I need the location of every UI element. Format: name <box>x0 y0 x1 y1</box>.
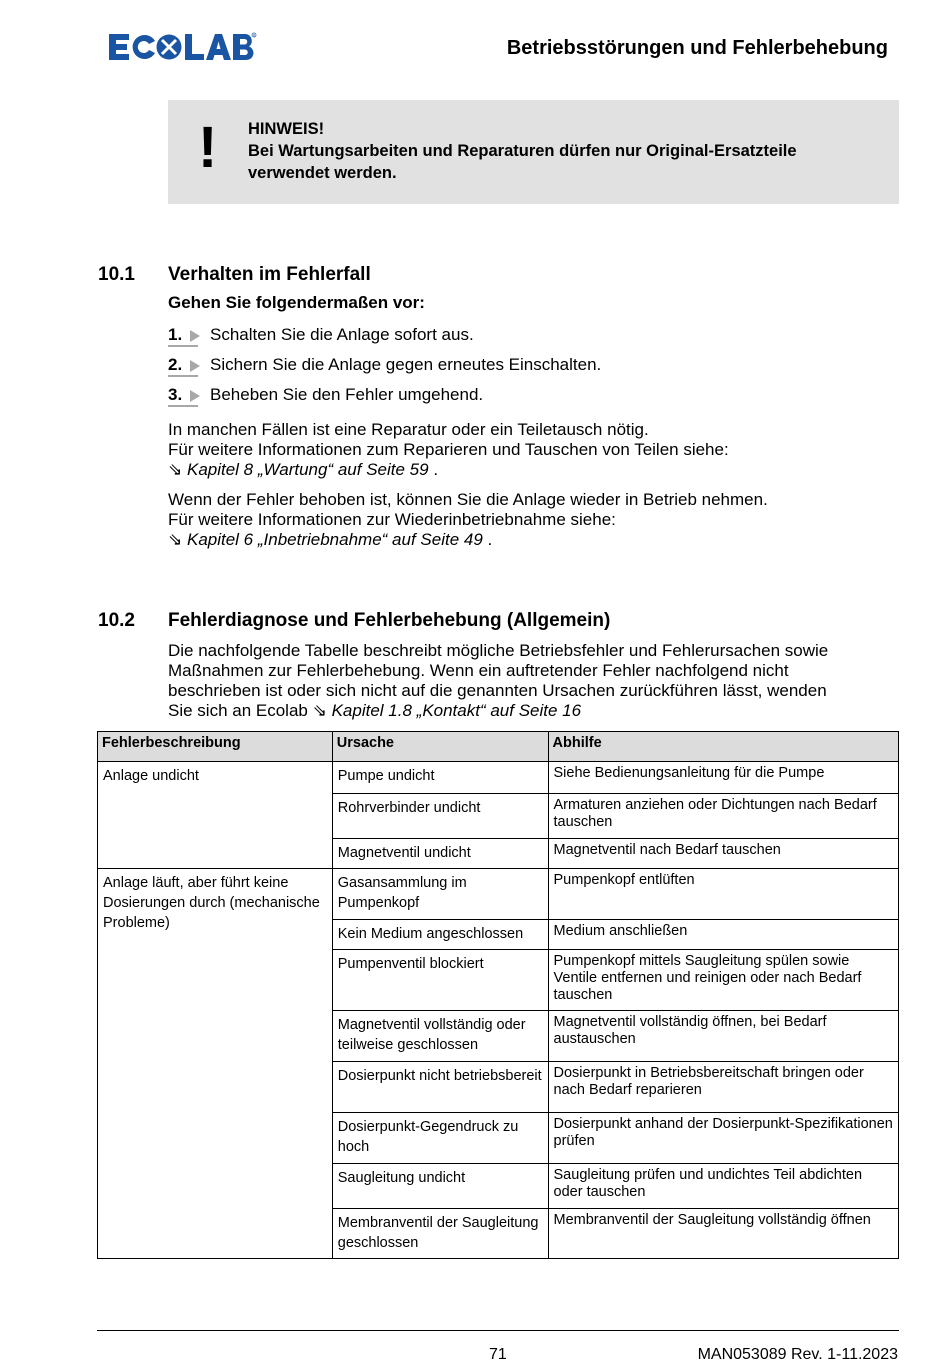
step-number: 1. <box>168 325 202 345</box>
notice-line-2: verwendet werden. <box>248 164 397 182</box>
cause-cell: Dosierpunkt-Gegendruck zu hoch <box>332 1113 548 1164</box>
step-number: 2. <box>168 355 202 375</box>
column-header: Ursache <box>332 732 548 762</box>
section-title: Verhalten im Fehlerfall <box>168 264 371 285</box>
column-header: Abhilfe <box>548 732 898 762</box>
cause-cell: Membranventil der Saugleitung geschlossen <box>332 1209 548 1259</box>
section-number: 10.2 <box>98 610 135 631</box>
step-text: Sichern Sie die Anlage gegen erneutes Einschalten. <box>210 355 602 374</box>
table-header-row <box>98 732 899 762</box>
step-text: Beheben Sie den Fehler umgehend. <box>210 385 484 404</box>
remedy-cell: Magnetventil nach Bedarf tauschen <box>548 839 898 869</box>
step-arrow-icon <box>190 390 200 402</box>
step-text: Schalten Sie die Anlage sofort aus. <box>210 325 474 344</box>
fault-description-cell: Anlage läuft, aber führt keine Dosierungen durch (mechanische Probleme) <box>98 869 333 1259</box>
remedy-cell: Medium anschließen <box>548 920 898 950</box>
table-row <box>98 869 899 920</box>
remedy-cell: Pumpenkopf entlüften <box>548 869 898 920</box>
step-arrow-icon <box>190 330 200 342</box>
ecolab-logo <box>107 31 257 63</box>
remedy-cell: Dosierpunkt anhand der Dosierpunkt-Spezifikationen prüfen <box>548 1113 898 1164</box>
fault-description-cell: Anlage undicht <box>98 762 333 869</box>
notice-text <box>248 118 797 184</box>
document-reference: MAN053089 Rev. 1-11.2023 <box>697 1346 898 1363</box>
cause-cell: Pumpenventil blockiert <box>332 950 548 1011</box>
cause-cell: Pumpe undicht <box>332 762 548 794</box>
notice-box <box>168 100 899 204</box>
troubleshooting-table <box>97 731 899 1259</box>
registered-mark: R <box>252 33 256 38</box>
remedy-cell: Pumpenkopf mittels Saugleitung spülen sowie Ventile entfernen und reinigen oder nach Bedarf tauschen <box>548 950 898 1011</box>
diagnosis-paragraph: Die nachfolgende Tabelle beschreibt mögliche Betriebsfehler und Fehlerursachen sowie Maßnahmen zur Fehlerbehebung. Wenn ein auftretender Fehler nachfolgend nicht beschrieben ist oder sich nicht auf die genannten Ursachen zurückführen lässt, wenden Sie sich an Ecolab ⇘ Kapitel 1.8 „Kontakt“ auf Seite 16 <box>168 641 829 720</box>
cause-cell: Dosierpunkt nicht betriebsbereit <box>332 1062 548 1113</box>
steps-intro: Gehen Sie folgendermaßen vor: <box>168 293 425 312</box>
cause-cell: Magnetventil undicht <box>332 839 548 869</box>
reference-arrow-icon: ⇘ <box>168 460 183 479</box>
remedy-cell: Magnetventil vollständig öffnen, bei Bedarf austauschen <box>548 1011 898 1062</box>
table-row <box>98 762 899 794</box>
remedy-cell: Saugleitung prüfen und undichtes Teil abdichten oder tauschen <box>548 1164 898 1209</box>
cross-reference-link[interactable]: ⇘ Kapitel 8 „Wartung“ auf Seite 59 . <box>168 460 439 479</box>
page-number: 71 <box>489 1346 507 1363</box>
cross-reference-link[interactable]: ⇘ Kapitel 1.8 „Kontakt“ auf Seite 16 <box>312 701 582 720</box>
footer-divider <box>97 1330 899 1331</box>
notice-line-1: Bei Wartungsarbeiten und Reparaturen dürfen nur Original-Ersatzteile <box>248 142 797 160</box>
cause-cell: Magnetventil vollständig oder teilweise geschlossen <box>332 1011 548 1062</box>
exclamation-icon: ! <box>198 115 218 180</box>
header-title: Betriebsstörungen und Fehlerbehebung <box>506 37 888 59</box>
cause-cell: Kein Medium angeschlossen <box>332 920 548 950</box>
remedy-cell: Dosierpunkt in Betriebsbereitschaft bringen oder nach Bedarf reparieren <box>548 1062 898 1113</box>
reference-arrow-icon: ⇘ <box>168 530 183 549</box>
column-header: Fehlerbeschreibung <box>98 732 333 762</box>
reference-arrow-icon: ⇘ <box>312 701 327 720</box>
remedy-cell: Armaturen anziehen oder Dichtungen nach Bedarf tauschen <box>548 794 898 839</box>
remedy-cell: Siehe Bedienungsanleitung für die Pumpe <box>548 762 898 794</box>
notice-title: HINWEIS! <box>248 120 325 138</box>
cause-cell: Gasansammlung im Pumpenkopf <box>332 869 548 920</box>
cross-reference-link[interactable]: ⇘ Kapitel 6 „Inbetriebnahme“ auf Seite 49 . <box>168 530 493 549</box>
remedy-cell: Membranventil der Saugleitung vollständig öffnen <box>548 1209 898 1259</box>
section-title: Fehlerdiagnose und Fehlerbehebung (Allgemein) <box>168 610 611 631</box>
step-arrow-icon <box>190 360 200 372</box>
cause-cell: Rohrverbinder undicht <box>332 794 548 839</box>
cause-cell: Saugleitung undicht <box>332 1164 548 1209</box>
repair-paragraph: In manchen Fällen ist eine Reparatur oder ein Teiletausch nötig. Für weitere Informationen zum Reparieren und Tauschen von Teilen siehe: ⇘ Kapitel 8 „Wartung“ auf Seite 59 . <box>168 420 729 479</box>
restart-paragraph: Wenn der Fehler behoben ist, können Sie die Anlage wieder in Betrieb nehmen. Für weitere Informationen zur Wiederinbetriebnahme siehe: ⇘ Kapitel 6 „Inbetriebnahme“ auf Seite 49 . <box>168 490 768 549</box>
section-number: 10.1 <box>98 264 135 285</box>
step-number: 3. <box>168 385 202 405</box>
